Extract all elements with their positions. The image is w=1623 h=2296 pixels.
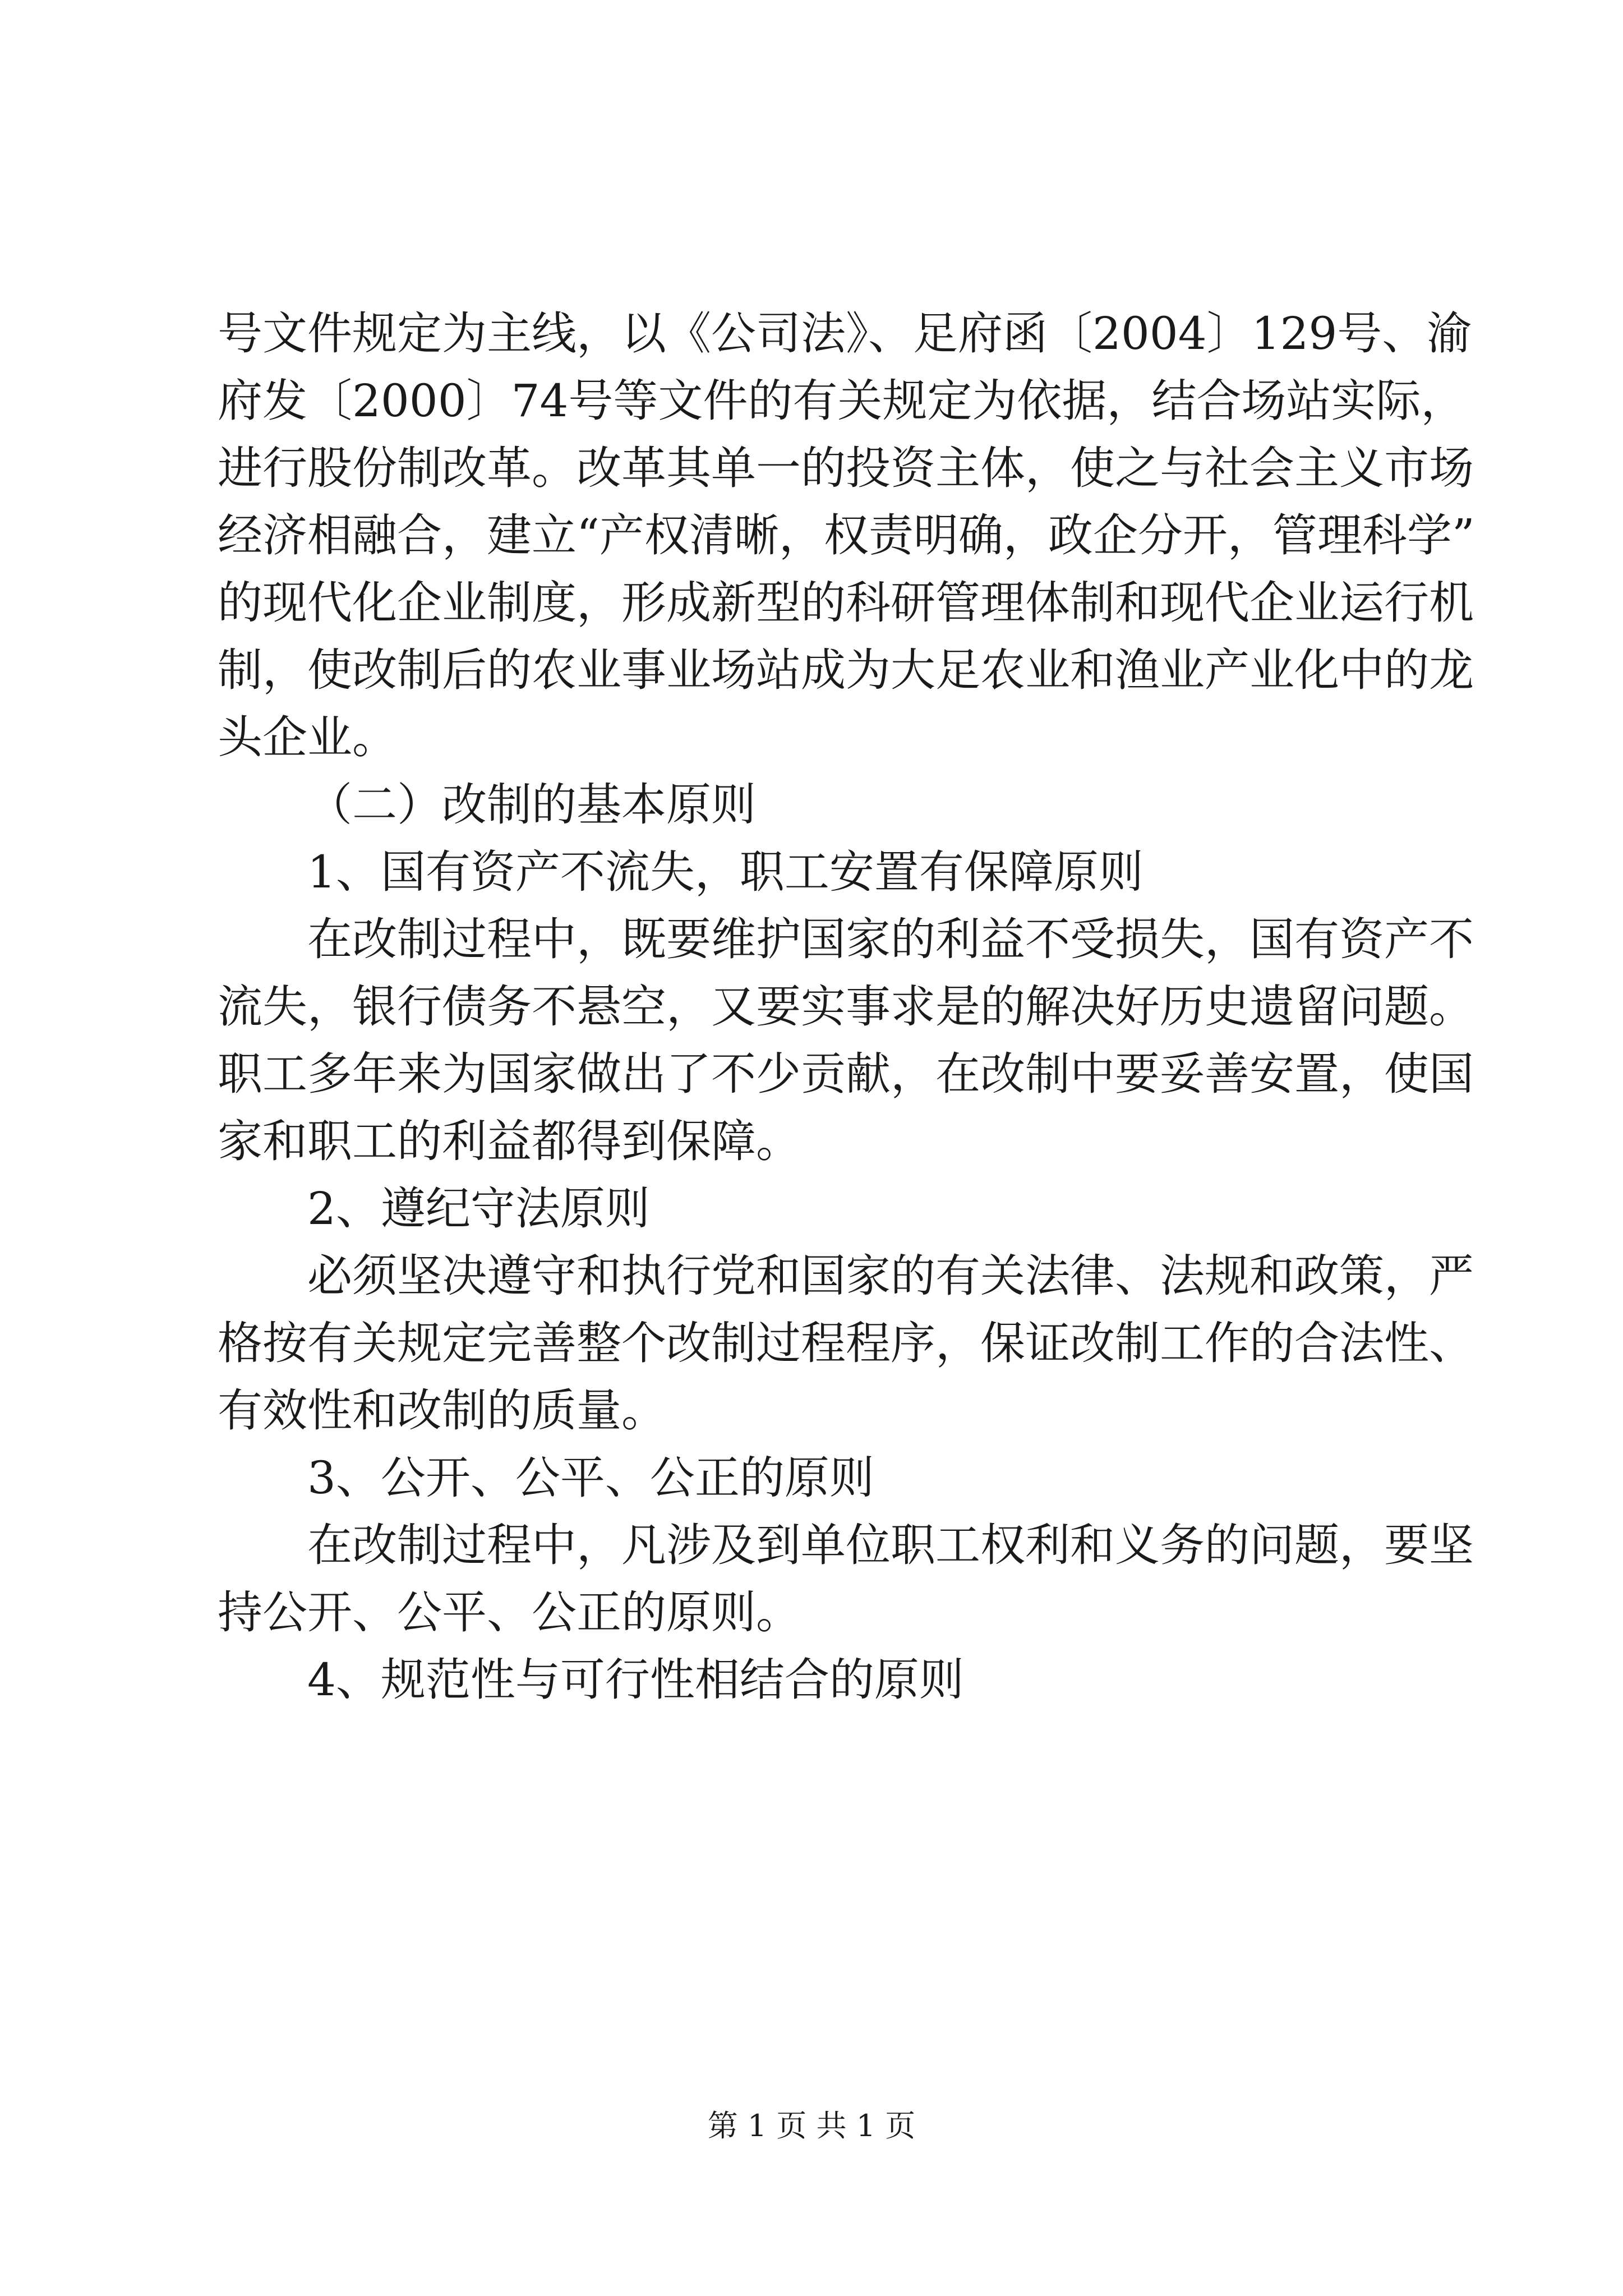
body-line: 格按有关规定完善整个改制过程程序，保证改制工作的合法性、	[218, 1317, 1474, 1369]
section-heading: （二）改制的基本原则	[307, 779, 756, 831]
body-line: 的现代化企业制度，形成新型的科研管理体制和现代企业运行机	[218, 577, 1474, 629]
body-line: 经济相融合，建立“产权清晰，权责明确，政企分开，管理科学”	[218, 509, 1475, 562]
page-number-footer: 第 1 页 共 1 页	[707, 2108, 916, 2143]
principle-heading: 1、国有资产不流失，职工安置有保障原则	[307, 846, 1144, 898]
body-line: 号文件规定为主线，以《公司法》、足府函〔2004〕129号、渝	[218, 307, 1472, 360]
body-line: 头企业。	[218, 711, 397, 763]
body-line: 在改制过程中，既要维护国家的利益不受损失，国有资产不	[307, 913, 1474, 965]
body-line: 家和职工的利益都得到保障。	[218, 1115, 801, 1167]
body-line: 必须坚决遵守和执行党和国家的有关法律、法规和政策，严	[307, 1250, 1474, 1302]
body-line: 进行股份制改革。改革其单一的投资主体，使之与社会主义市场	[218, 442, 1474, 494]
body-line: 制，使改制后的农业事业场站成为大足农业和渔业产业化中的龙	[218, 644, 1474, 696]
principle-heading: 3、公开、公平、公正的原则	[307, 1452, 874, 1504]
body-line: 有效性和改制的质量。	[218, 1384, 666, 1437]
body-line: 在改制过程中，凡涉及到单位职工权利和义务的问题，要坚	[307, 1519, 1474, 1571]
principle-heading: 4、规范性与可行性相结合的原则	[307, 1654, 964, 1706]
body-line: 职工多年来为国家做出了不少贡献，在改制中要妥善安置，使国	[218, 1048, 1474, 1100]
body-line: 流失，银行债务不悬空，又要实事求是的解决好历史遗留问题。	[218, 981, 1474, 1033]
principle-heading: 2、遵纪守法原则	[307, 1182, 650, 1235]
body-line: 持公开、公平、公正的原则。	[218, 1586, 801, 1639]
body-line: 府发〔2000〕74号等文件的有关规定为依据，结合场站实际，	[218, 375, 1466, 427]
